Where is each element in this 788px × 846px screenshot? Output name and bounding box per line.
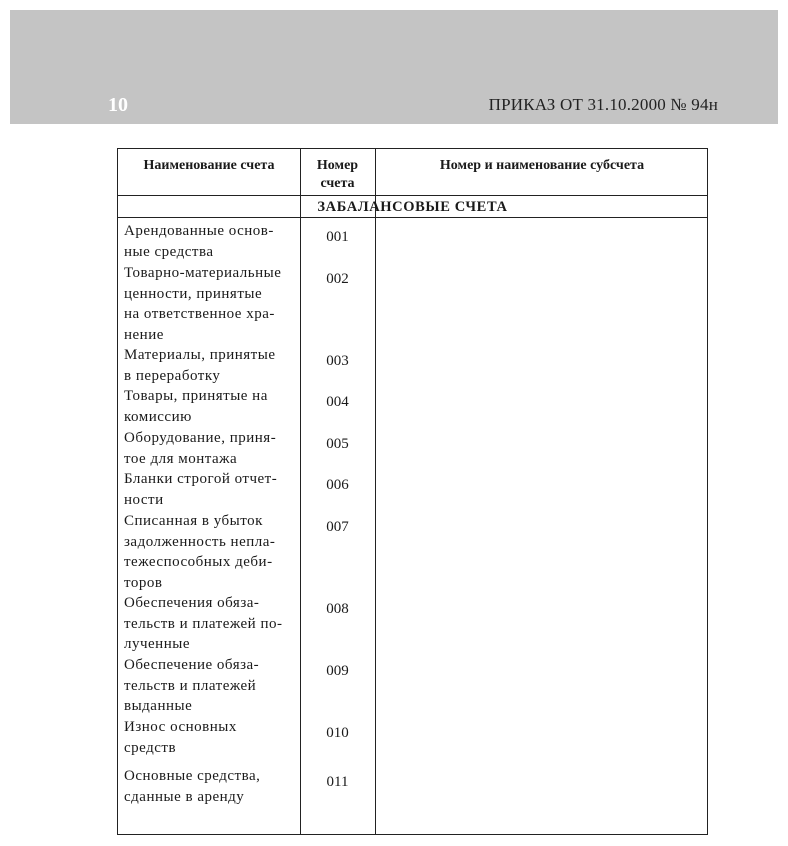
account-name-line: Товары, принятые на [124,388,268,404]
account-name-line: Бланки строгой отчет- [124,471,278,487]
account-name [124,263,300,345]
section-divider [118,217,707,218]
account-name-line: нение [124,326,164,343]
account-name-line: в переработку [124,367,221,384]
account-name-line: тое для монтажа [124,450,238,467]
account-name-line: Основные средства, [124,768,261,784]
account-name-line: тельств и платежей по- [124,615,283,632]
column-header-number [300,157,375,193]
page-number: 10 [108,94,128,116]
section-title: ЗАБАЛАНСОВЫЕ СЧЕТА [317,199,508,215]
account-name-line: Обеспечение обяза- [124,657,260,673]
account-name [124,655,300,717]
account-name-line: средств [124,739,177,756]
account-name [124,469,300,510]
column-header-number-line: Номер [316,158,359,173]
account-number: 004 [326,394,349,410]
account-name [124,593,300,655]
account-name-line: ности [124,491,164,508]
column-header-name: Наименование счета [143,158,275,173]
account-name-line: тельств и платежей [124,677,257,694]
column-header-subaccount: Номер и наименование субсчета [439,158,645,173]
column-header-number-line: счета [320,176,355,191]
account-name [124,511,300,593]
account-number: 008 [326,601,349,617]
account-number: 007 [326,519,349,535]
account-name-line: Арендованные основ- [124,223,274,239]
account-name [124,386,300,427]
account-name-line: сданные в аренду [124,788,245,805]
account-name [124,221,300,262]
account-number: 010 [326,725,349,741]
column-divider [375,149,376,834]
account-name [124,766,300,807]
account-name-line: на ответственное хра- [124,306,275,322]
account-number: 006 [326,477,349,493]
account-number: 003 [326,353,349,369]
account-name-line: Товарно-материальные [124,265,282,281]
account-number: 011 [326,774,349,790]
account-name-line: Оборудование, приня- [124,430,277,446]
account-name-line: лученные [124,636,190,652]
accounts-table [117,148,708,835]
account-name-line: Списанная в убыток [124,513,263,529]
header-divider [118,195,707,196]
account-name-line: комиссию [124,408,192,425]
account-number: 005 [326,436,349,452]
account-name-line: Материалы, принятые [124,347,276,363]
account-number: 009 [326,663,349,679]
account-number: 001 [326,229,349,245]
account-name-line: выданные [124,698,193,714]
account-name [124,345,300,386]
account-number: 002 [326,271,349,287]
account-name-line: ные средства [124,243,214,260]
account-name-line: ценности, принятые [124,285,263,302]
account-name-line: задолженность непла- [124,533,276,550]
account-name-line: торов [124,574,163,591]
account-name-line: Обеспечения обяза- [124,595,260,611]
running-title: ПРИКАЗ ОТ 31.10.2000 № 94н [488,95,718,114]
account-name-line: Износ основных [124,719,237,735]
account-name-line: тежеспособных деби- [124,554,273,570]
account-name [124,717,300,758]
account-name [124,428,300,469]
